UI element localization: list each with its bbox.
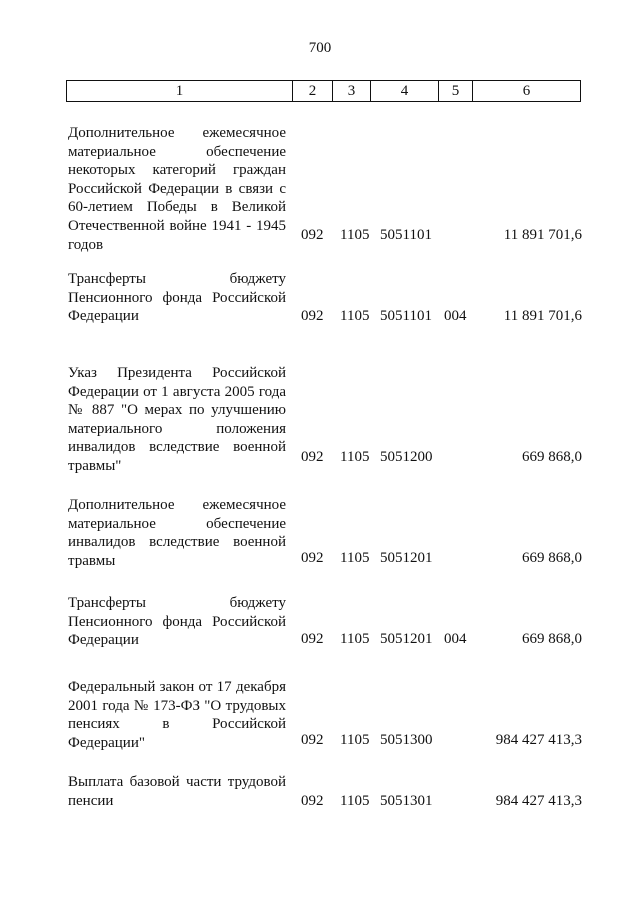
header-col-6: 6 [522,83,531,99]
article-code: 5051201 [380,631,433,647]
section-code: 1105 [340,227,370,243]
header-col-5: 5 [439,81,473,101]
table-row [0,124,640,253]
row-description: Дополнительное ежемесячное материальное обеспечение некоторых категорий граждан Российской Федерации в связи с 60-летием Победы в Великой Отечественной войне 1941 - 1945 годов [68,125,286,253]
article-code: 5051300 [380,732,433,748]
amount: 11 891 701,6 [503,227,582,243]
table-row [0,270,640,330]
amount: 669 868,0 [522,550,582,566]
article-code: 5051101 [380,308,432,324]
ministry-code: 092 [301,550,324,566]
ministry-code: 092 [301,793,324,809]
row-description: Трансферты бюджету Пенсионного фонда Российской Федерации [68,595,286,649]
table-row [0,773,640,817]
header-col-4: 4 [371,81,439,101]
table-row [0,364,640,472]
table-row [0,594,640,654]
row-description: Трансферты бюджету Пенсионного фонда Российской Федерации [68,271,286,325]
section-code: 1105 [340,732,370,748]
amount: 984 427 413,3 [495,793,582,809]
section-code: 1105 [340,631,370,647]
amount: 984 427 413,3 [495,732,582,748]
ministry-code: 092 [301,732,324,748]
ministry-code: 092 [301,631,324,647]
row-description: Указ Президента Российской Федерации от 1 августа 2005 года № 887 "О мерах по улучшению материального положения инвалидов вследствие военной травмы" [68,365,286,474]
table-header [66,80,581,102]
article-code: 5051101 [380,227,432,243]
expense-type-code: 004 [444,631,467,647]
ministry-code: 092 [301,308,324,324]
header-col-1: 1 [67,81,293,101]
amount: 669 868,0 [522,449,582,465]
amount: 11 891 701,6 [503,308,582,324]
ministry-code: 092 [301,227,324,243]
section-code: 1105 [340,550,370,566]
ministry-code: 092 [301,449,324,465]
section-code: 1105 [340,793,370,809]
header-col-3: 3 [333,81,371,101]
amount: 669 868,0 [522,631,582,647]
page-number: 700 [308,40,332,56]
row-description: Выплата базовой части трудовой пенсии [68,774,286,809]
header-col-2: 2 [293,81,333,101]
row-description: Федеральный закон от 17 декабря 2001 года № 173-ФЗ "О трудовых пенсиях в Российской Федерации" [68,679,286,751]
section-code: 1105 [340,449,370,465]
section-code: 1105 [340,308,370,324]
table-row [0,496,640,572]
article-code: 5051201 [380,550,433,566]
table-row [0,678,640,754]
expense-type-code: 004 [444,308,467,324]
row-description: Дополнительное ежемесячное материальное обеспечение инвалидов вследствие военной травмы [68,497,286,569]
article-code: 5051200 [380,449,433,465]
article-code: 5051301 [380,793,433,809]
